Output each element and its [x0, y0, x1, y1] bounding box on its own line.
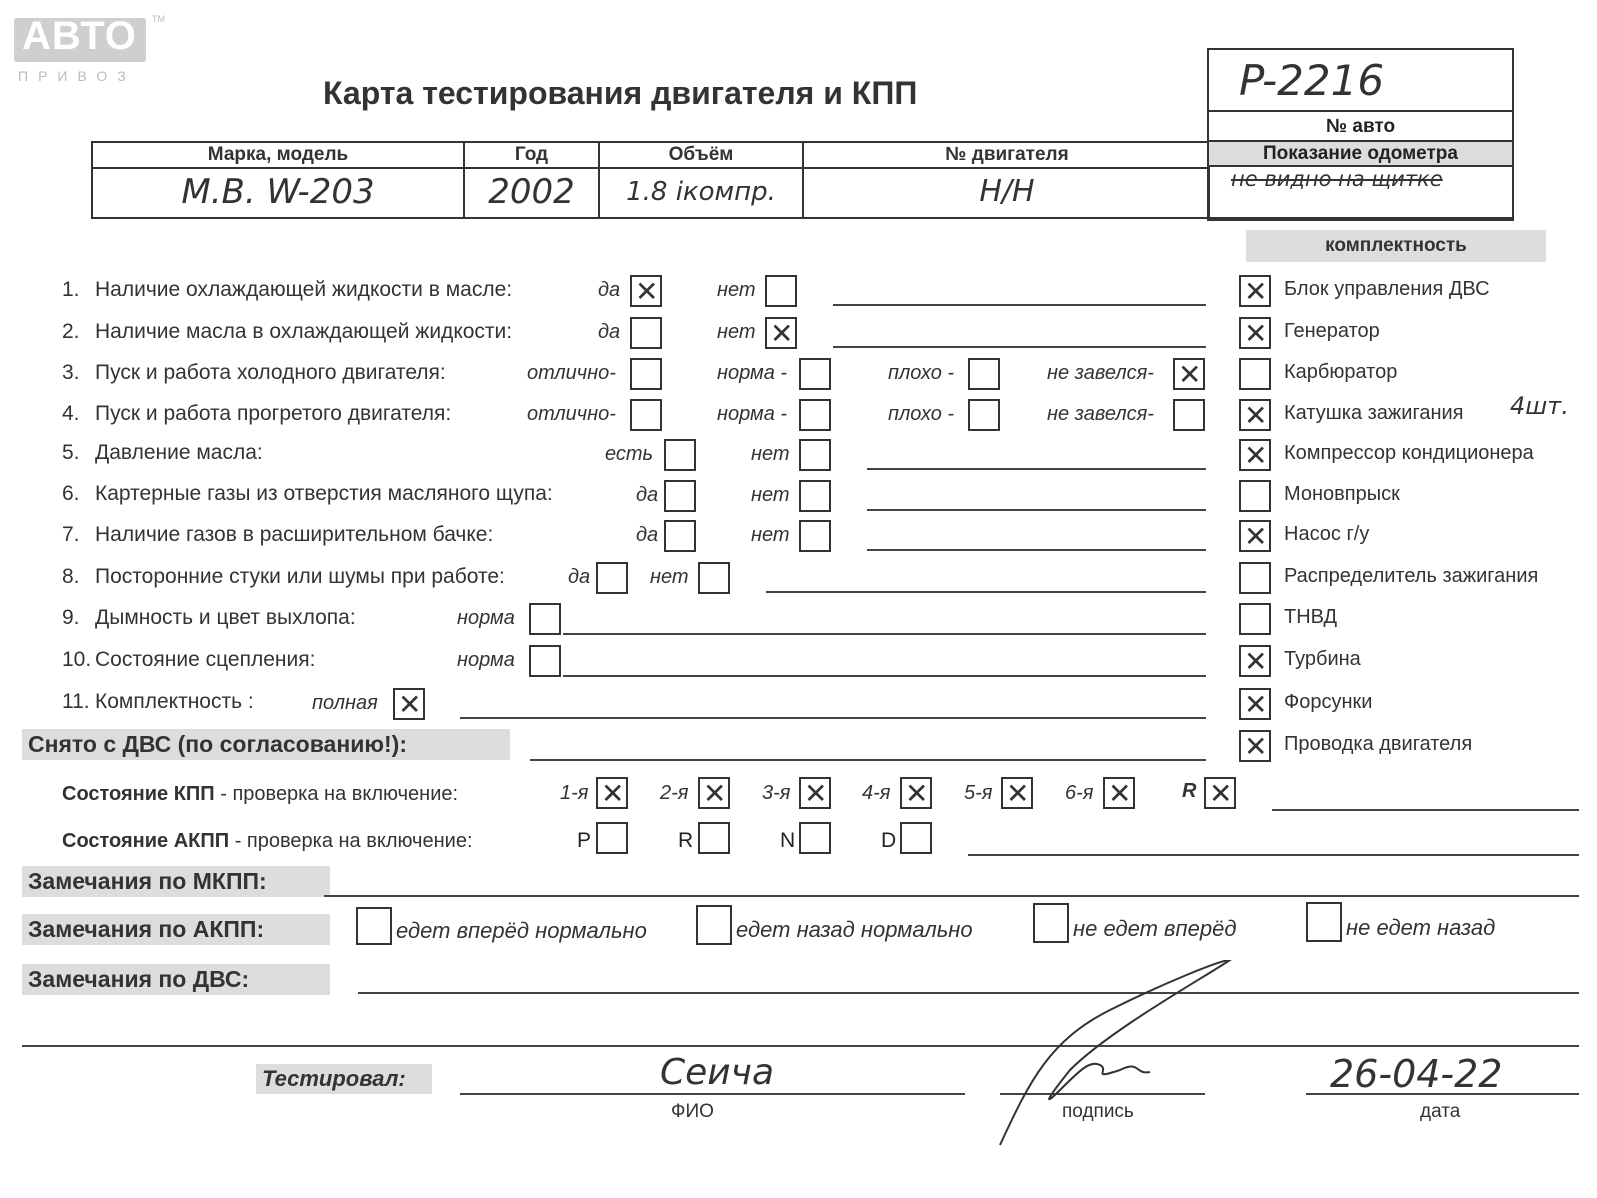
item-1-num: 1. — [62, 278, 80, 301]
item-5 — [62, 441, 263, 465]
item-8-num: 8. — [62, 565, 80, 588]
date-line — [1306, 1093, 1579, 1095]
komplekt-generator-label: Генератор — [1284, 320, 1380, 342]
komplekt-ac-compressor-checkbox[interactable] — [1239, 439, 1271, 471]
item-5-opt-yes: есть — [605, 443, 654, 465]
item-2-line — [833, 346, 1206, 348]
akpp-mode-p-label: P — [577, 829, 592, 852]
akpp-no-reverse-label: не едет назад — [1346, 915, 1496, 940]
remarks-mkpp-label: Замечания по МКПП: — [22, 866, 330, 897]
kpp-gear-r-label: R — [1182, 780, 1197, 802]
komplekt-coil-checkbox[interactable] — [1239, 399, 1271, 431]
item-11-full-checkbox[interactable] — [393, 688, 425, 720]
car-number-cell — [1209, 50, 1512, 112]
header-col-model — [93, 143, 465, 217]
item-5-yes-checkbox[interactable] — [664, 439, 696, 471]
item-10-opt-norm: норма — [457, 649, 515, 671]
car-number-label: № авто — [1209, 112, 1512, 142]
item-9-label: Дымность и цвет выхлопа: — [95, 606, 356, 629]
akpp-line — [968, 854, 1579, 856]
vehicle-header-table — [91, 141, 1210, 219]
header-col-odometer — [1207, 165, 1514, 219]
kpp-gear-5-label: 5-я — [964, 782, 993, 804]
komplekt-ps-pump-label: Насос г/у — [1284, 523, 1370, 545]
item-7-opt-net: нет — [751, 524, 790, 546]
item-7-da-checkbox[interactable] — [664, 520, 696, 552]
akpp-forward-ok-label: едет вперёд нормально — [396, 918, 647, 943]
akpp-mode-d-label: D — [881, 829, 897, 852]
item-3-excellent-checkbox[interactable] — [630, 358, 662, 390]
header-value-odometer: не видно на щитке — [1231, 167, 1443, 191]
item-3-bad-checkbox[interactable] — [968, 358, 1000, 390]
kpp-row — [62, 783, 458, 806]
item-4-normal-checkbox[interactable] — [799, 399, 831, 431]
item-3 — [62, 361, 446, 385]
akpp-reverse-ok-checkbox[interactable] — [696, 905, 732, 945]
komplekt-coil-note: 4шт. — [1510, 392, 1569, 420]
item-10 — [62, 648, 315, 672]
item-4-opt-bad: плохо - — [888, 403, 955, 425]
item-3-opt-normal: норма - — [717, 362, 788, 384]
item-4-opt-excellent: отлично- — [527, 403, 616, 425]
remarks-dvs-label: Замечания по ДВС: — [22, 964, 330, 995]
komplekt-injectors-label: Форсунки — [1284, 691, 1373, 713]
item-8-net-checkbox[interactable] — [698, 562, 730, 594]
item-8 — [62, 565, 505, 589]
item-5-opt-no: нет — [751, 443, 790, 465]
item-1 — [62, 278, 512, 302]
komplekt-turbo-checkbox[interactable] — [1239, 645, 1271, 677]
item-2-label: Наличие масла в охлаждающей жидкости: — [95, 320, 513, 343]
item-3-opt-excellent: отлично- — [527, 362, 616, 384]
item-1-da-checkbox[interactable] — [630, 275, 662, 307]
kpp-gear-4-label: 4-я — [862, 782, 891, 804]
header-label-odometer: Показание одометра — [1209, 142, 1512, 165]
item-3-opt-no-start: не завелся- — [1047, 362, 1154, 384]
item-6-line — [867, 509, 1206, 511]
item-10-norm-checkbox[interactable] — [529, 645, 561, 677]
item-6-da-checkbox[interactable] — [664, 480, 696, 512]
logo — [14, 12, 165, 86]
item-11-opt-full: полная — [312, 692, 378, 714]
page-title: Карта тестирования двигателя и КПП — [323, 75, 918, 111]
item-2-opt-da: да — [598, 321, 621, 343]
item-6-label: Картерные газы из отверстия масляного щупа: — [95, 482, 553, 505]
item-3-num: 3. — [62, 361, 80, 384]
tested-name-line — [460, 1093, 965, 1095]
remarks-dvs-line-1 — [358, 992, 1579, 994]
tested-date: 26-04-22 — [1330, 1052, 1503, 1096]
tested-label: Тестировал: — [256, 1064, 432, 1094]
item-11 — [62, 690, 254, 714]
item-1-opt-da: да — [598, 279, 621, 301]
kpp-gear-3-checkbox[interactable] — [799, 777, 831, 809]
kpp-suffix: - проверка на включение: — [214, 783, 459, 805]
item-9-num: 9. — [62, 606, 80, 629]
komplekt-ecu-checkbox[interactable] — [1239, 275, 1271, 307]
item-2-da-checkbox[interactable] — [630, 317, 662, 349]
item-4-opt-no-start: не завелся- — [1047, 403, 1154, 425]
akpp-label: Состояние АКПП — [62, 830, 230, 852]
logo-subtext: ПРИВОЗ — [18, 68, 136, 84]
kpp-gear-1-label: 1-я — [560, 782, 589, 804]
item-2-net-checkbox[interactable] — [765, 317, 797, 349]
komplekt-wiring-checkbox[interactable] — [1239, 730, 1271, 762]
komplekt-ac-compressor-label: Компрессор кондиционера — [1284, 442, 1534, 464]
item-8-opt-net: нет — [650, 566, 689, 588]
item-8-da-checkbox[interactable] — [596, 562, 628, 594]
item-3-normal-checkbox[interactable] — [799, 358, 831, 390]
removed-line — [530, 759, 1206, 761]
item-10-line — [563, 675, 1206, 677]
item-5-line — [867, 468, 1206, 470]
item-3-no-start-checkbox[interactable] — [1173, 358, 1205, 390]
item-4-excellent-checkbox[interactable] — [630, 399, 662, 431]
item-4-num: 4. — [62, 402, 80, 425]
komplekt-distributor-checkbox[interactable] — [1239, 562, 1271, 594]
item-7 — [62, 523, 493, 547]
header-label-engine-no: № двигателя — [804, 143, 1210, 169]
item-5-no-checkbox[interactable] — [799, 439, 831, 471]
item-10-num: 10. — [62, 648, 92, 671]
akpp-mode-n-label: N — [780, 829, 796, 852]
signature-scribble — [990, 960, 1240, 1150]
item-3-label: Пуск и работа холодного двигателя: — [95, 361, 446, 384]
tested-name: Сеича — [660, 1052, 775, 1093]
akpp-forward-ok-checkbox[interactable] — [356, 907, 392, 945]
item-11-label: Комплектность : — [95, 690, 254, 713]
komplekt-injectors-checkbox[interactable] — [1239, 688, 1271, 720]
akpp-no-forward-checkbox[interactable] — [1033, 903, 1069, 943]
item-8-line — [766, 591, 1206, 593]
komplekt-ecu-label: Блок управления ДВС — [1284, 278, 1490, 300]
item-2-num: 2. — [62, 320, 80, 343]
komplekt-monoinjection-label: Моновпрыск — [1284, 483, 1400, 505]
akpp-suffix: - проверка на включение: — [229, 830, 473, 852]
signature-label: подпись — [1062, 1101, 1134, 1122]
kpp-gear-2-checkbox[interactable] — [698, 777, 730, 809]
akpp-reverse-ok-label: едет назад нормально — [736, 917, 973, 942]
kpp-gear-5-checkbox[interactable] — [1001, 777, 1033, 809]
akpp-mode-p-checkbox[interactable] — [596, 822, 628, 854]
tested-fio-label: ФИО — [671, 1101, 714, 1122]
logo-trademark: TM — [152, 14, 165, 24]
item-9-norm-checkbox[interactable] — [529, 603, 561, 635]
kpp-line — [1272, 809, 1579, 811]
item-8-label: Посторонние стуки или шумы при работе: — [95, 565, 505, 588]
akpp-no-reverse-checkbox[interactable] — [1306, 902, 1342, 942]
kpp-gear-4-checkbox[interactable] — [900, 777, 932, 809]
kpp-gear-1-checkbox[interactable] — [596, 777, 628, 809]
header-value-year: 2002 — [488, 172, 575, 212]
item-11-num: 11. — [62, 690, 90, 713]
removed-label: Снято с ДВС (по согласованию!): — [22, 729, 510, 760]
item-5-label: Давление масла: — [95, 441, 263, 464]
item-4 — [62, 402, 451, 426]
remarks-mkpp-line — [324, 895, 1579, 897]
item-9-opt-norm: норма — [457, 607, 515, 629]
akpp-mode-n-checkbox[interactable] — [799, 822, 831, 854]
komplekt-tnvd-label: ТНВД — [1284, 606, 1338, 628]
header-col-engine-no — [804, 143, 1210, 217]
komplekt-carburetor-label: Карбюратор — [1284, 361, 1398, 383]
header-label-volume: Объём — [600, 143, 802, 169]
car-number-value: P-2216 — [1239, 56, 1385, 105]
header-value-volume: 1.8 iкомпр. — [626, 177, 776, 207]
item-4-no-start-checkbox[interactable] — [1173, 399, 1205, 431]
kpp-gear-6-label: 6-я — [1065, 782, 1094, 804]
logo-text: АВТО — [22, 14, 137, 58]
item-2-opt-net: нет — [717, 321, 756, 343]
komplekt-monoinjection-checkbox[interactable] — [1239, 480, 1271, 512]
item-6-net-checkbox[interactable] — [799, 480, 831, 512]
akpp-mode-d-checkbox[interactable] — [900, 822, 932, 854]
remarks-akpp-label: Замечания по АКПП: — [22, 914, 330, 945]
item-5-num: 5. — [62, 441, 80, 464]
item-7-num: 7. — [62, 523, 80, 546]
item-1-opt-net: нет — [717, 279, 756, 301]
item-7-label: Наличие газов в расширительном бачке: — [95, 523, 494, 546]
komplekt-tnvd-checkbox[interactable] — [1239, 603, 1271, 635]
kpp-gear-2-label: 2-я — [660, 782, 689, 804]
item-9 — [62, 606, 356, 630]
item-2 — [62, 320, 512, 344]
item-3-opt-bad: плохо - — [888, 362, 955, 384]
header-label-year: Год — [465, 143, 598, 169]
kpp-gear-6-checkbox[interactable] — [1103, 777, 1135, 809]
item-6-num: 6. — [62, 482, 80, 505]
komplekt-ps-pump-checkbox[interactable] — [1239, 520, 1271, 552]
komplekt-turbo-label: Турбина — [1284, 648, 1361, 670]
item-9-line — [563, 633, 1206, 635]
komplekt-heading: комплектность — [1246, 230, 1546, 262]
date-label: дата — [1420, 1101, 1461, 1122]
item-4-label: Пуск и работа прогретого двигателя: — [95, 402, 452, 425]
komplekt-generator-checkbox[interactable] — [1239, 317, 1271, 349]
item-11-line — [460, 717, 1206, 719]
item-1-line — [833, 304, 1206, 306]
item-6 — [62, 482, 553, 506]
komplekt-coil-label: Катушка зажигания — [1284, 402, 1464, 424]
header-value-engine-no: H/H — [979, 174, 1035, 209]
komplekt-distributor-label: Распределитель зажигания — [1284, 565, 1539, 587]
komplekt-carburetor-checkbox[interactable] — [1239, 358, 1271, 390]
item-7-line — [867, 549, 1206, 551]
item-6-opt-da: да — [636, 484, 659, 506]
akpp-mode-r-label: R — [678, 829, 694, 852]
header-col-year — [465, 143, 600, 217]
akpp-mode-r-checkbox[interactable] — [698, 822, 730, 854]
item-8-opt-da: да — [568, 566, 591, 588]
item-7-opt-da: да — [636, 524, 659, 546]
item-1-net-checkbox[interactable] — [765, 275, 797, 307]
item-4-bad-checkbox[interactable] — [968, 399, 1000, 431]
kpp-gear-r-checkbox[interactable] — [1204, 777, 1236, 809]
akpp-row — [62, 830, 473, 853]
item-1-label: Наличие охлаждающей жидкости в масле: — [95, 278, 513, 301]
kpp-gear-3-label: 3-я — [762, 782, 791, 804]
kpp-label: Состояние КПП — [62, 783, 215, 805]
item-6-opt-net: нет — [751, 484, 790, 506]
remarks-dvs-line-2 — [22, 1045, 1579, 1047]
header-col-volume — [600, 143, 804, 217]
akpp-no-forward-label: не едет вперёд — [1073, 916, 1237, 941]
item-4-opt-normal: норма - — [717, 403, 788, 425]
item-10-label: Состояние сцепления: — [95, 648, 316, 671]
header-value-model: M.B. W-203 — [181, 172, 375, 212]
header-label-model: Марка, модель — [93, 143, 463, 169]
komplekt-wiring-label: Проводка двигателя — [1284, 733, 1473, 755]
item-7-net-checkbox[interactable] — [799, 520, 831, 552]
